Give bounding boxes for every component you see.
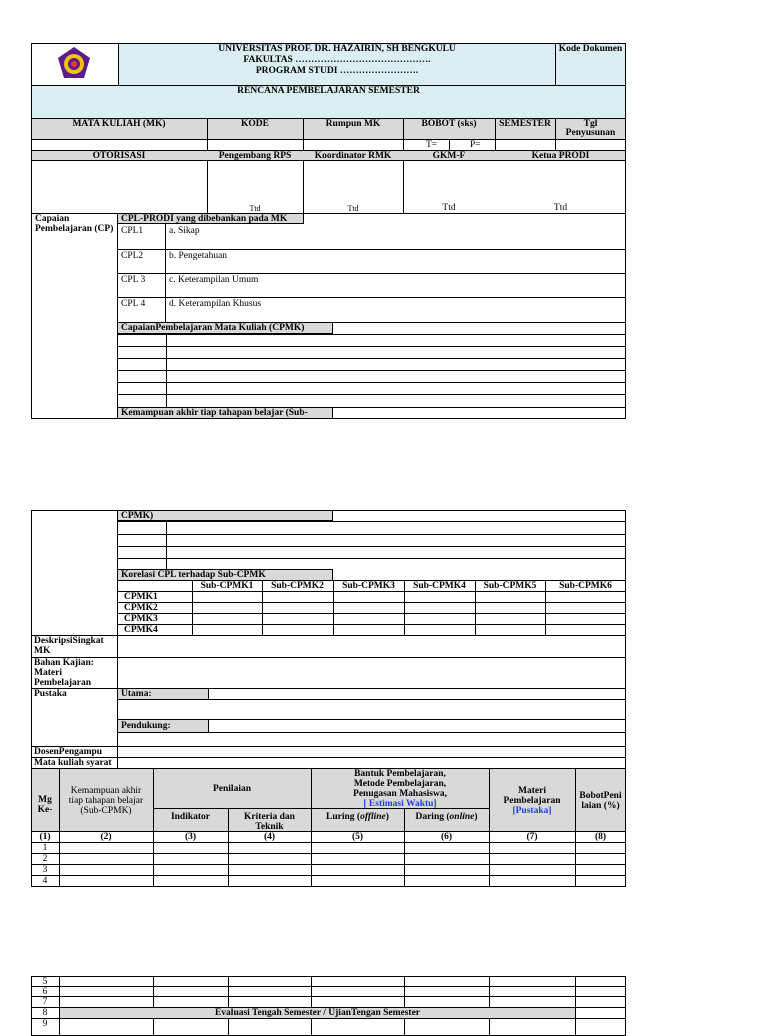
cpl-desc-3: c. Keterampilan Umum bbox=[169, 275, 259, 285]
sub-cpmk-label-b: CPMK) bbox=[121, 511, 154, 521]
course-info-block bbox=[31, 635, 626, 769]
cpl-prodi-label: CPL-PRODI yang dibebankan pada MK bbox=[121, 214, 288, 224]
cpl-code-2: CPL2 bbox=[121, 251, 144, 261]
cpl-code-4: CPL 4 bbox=[121, 299, 146, 309]
sub-cpmk-col-2: Sub-CPMK2 bbox=[271, 581, 324, 591]
university-logo-icon bbox=[55, 45, 93, 83]
indikator-label: Indikator bbox=[170, 812, 211, 822]
kriteria-label-1: Kriteria dan bbox=[244, 812, 295, 822]
deskripsi-label-1: DeskripsiSingkat bbox=[34, 636, 104, 646]
kriteria-label-2: Teknik bbox=[255, 822, 284, 832]
deskripsi-label-2: MK bbox=[34, 646, 51, 656]
bantuk-label-3: Penugasan Mahasiswa, bbox=[353, 789, 447, 799]
col-num-8: (8) bbox=[594, 832, 607, 842]
kemampuan-label-2: tiap tahapan belajar bbox=[68, 796, 144, 806]
cp-label-2: Pembelajaran (CP) bbox=[35, 224, 114, 234]
materi-label-2: Pembelajaran bbox=[503, 796, 561, 806]
kemampuan-label-1: Kemampuan akhir bbox=[70, 786, 142, 796]
mg-label-1: Mg bbox=[38, 795, 52, 805]
week-3: 3 bbox=[42, 865, 48, 875]
week-7: 7 bbox=[42, 997, 48, 1007]
kemampuan-label-3: (Sub-CPMK) bbox=[80, 806, 132, 816]
cpmk-row-1: CPMK1 bbox=[124, 592, 158, 602]
col-mata-kuliah: MATA KULIAH (MK) bbox=[72, 119, 166, 129]
col-num-7: (7) bbox=[526, 832, 538, 842]
sub-cpmk-label-a: Kemampuan akhir tiap tahapan belajar (Sub- bbox=[121, 408, 308, 418]
bantuk-label-1: Bantuk Pembelajaran, bbox=[354, 769, 446, 779]
bahan-label-3: Pembelajaran bbox=[34, 678, 91, 688]
col-num-1: (1) bbox=[39, 832, 51, 842]
gkm-label: GKM-F bbox=[432, 151, 466, 161]
doc-code-label: Kode Dokumen bbox=[558, 44, 623, 54]
col-num-2: (2) bbox=[100, 832, 112, 842]
cpl-code-1: CPL1 bbox=[121, 226, 144, 236]
estimasi-label: [ Estimasi Waktu] bbox=[363, 799, 437, 809]
korelasi-label: Korelasi CPL terhadap Sub-CPMK bbox=[121, 570, 266, 580]
cpmk-row-3: CPMK3 bbox=[124, 614, 158, 624]
ttd-koordinator: Ttd bbox=[347, 204, 359, 213]
cpmk-row-4: CPMK4 bbox=[124, 625, 158, 635]
ttd-ketua: Ttd bbox=[553, 203, 568, 213]
page-title: RENCANA PEMBELAJARAN SEMESTER bbox=[237, 86, 420, 96]
penilaian-label: Penilaian bbox=[212, 784, 251, 794]
col-num-4: (4) bbox=[263, 832, 276, 842]
utama-label: Utama: bbox=[121, 689, 152, 699]
week-5: 5 bbox=[42, 977, 48, 987]
cpmk-row-2: CPMK2 bbox=[124, 603, 158, 613]
cp-section bbox=[31, 213, 626, 419]
week-6: 6 bbox=[42, 987, 48, 997]
week-1: 1 bbox=[42, 843, 48, 853]
materi-label-1: Materi bbox=[518, 786, 546, 796]
program-line: PROGRAM STUDI ……………………. bbox=[255, 66, 419, 76]
mg-label-2: Ke- bbox=[37, 805, 53, 815]
pendukung-label: Pendukung: bbox=[121, 721, 171, 731]
col-kode: KODE bbox=[241, 119, 269, 129]
pengembang-label: Pengembang RPS bbox=[218, 151, 292, 161]
col-semester: SEMESTER bbox=[499, 119, 551, 129]
col-bobot: BOBOT (sks) bbox=[421, 119, 477, 129]
bantuk-label-2: Metode Pembelajaran, bbox=[353, 779, 447, 789]
week-4: 4 bbox=[42, 876, 48, 886]
sub-cpmk-col-3: Sub-CPMK3 bbox=[342, 581, 395, 591]
cpmk-label: CapaianPembelajaran Mata Kuliah (CPMK) bbox=[121, 323, 305, 333]
ttd-pengembang: Ttd bbox=[249, 204, 261, 213]
col-num-6: (6) bbox=[440, 832, 453, 842]
evaluasi-label: Evaluasi Tengah Semester / UjianTengan Semester bbox=[214, 1008, 421, 1018]
bobot-t: T= bbox=[426, 140, 438, 150]
cpl-desc-1: a. Sikap bbox=[169, 226, 200, 236]
col-penyusunan: Penyusunan bbox=[565, 128, 616, 138]
faculty-line: FAKULTAS ……………………………………. bbox=[243, 55, 431, 65]
week-2: 2 bbox=[42, 854, 48, 864]
bahan-label-2: Materi bbox=[34, 668, 62, 678]
week-8: 8 bbox=[42, 1008, 48, 1018]
bobot-col-label-1: BobotPeni bbox=[579, 791, 622, 801]
sub-cpmk-col-1: Sub-CPMK1 bbox=[200, 581, 254, 591]
cpl-desc-2: b. Pengetahuan bbox=[169, 251, 228, 261]
sub-cpmk-col-5: Sub-CPMK5 bbox=[483, 581, 537, 591]
col-rumpun: Rumpun MK bbox=[325, 119, 381, 129]
ttd-gkm: Ttd bbox=[442, 203, 456, 213]
pustaka-label: Pustaka bbox=[34, 689, 67, 699]
col-num-3: (3) bbox=[184, 832, 197, 842]
otorisasi-label: OTORISASI bbox=[92, 151, 146, 161]
ketua-label: Ketua PRODI bbox=[531, 151, 590, 161]
daring-label: Daring (online) bbox=[415, 812, 478, 822]
koordinator-label: Koordinator RMK bbox=[314, 151, 392, 161]
week-9: 9 bbox=[42, 1019, 48, 1029]
bahan-label-1: Bahan Kajian: bbox=[34, 658, 94, 668]
sub-cpmk-col-4: Sub-CPMK4 bbox=[413, 581, 466, 591]
bobot-col-label-2: laian (%) bbox=[581, 801, 620, 811]
dosen-label: DosenPengampu bbox=[34, 747, 103, 757]
syarat-label: Mata kuliah syarat bbox=[34, 758, 112, 768]
bobot-p: P= bbox=[470, 140, 481, 150]
col-tgl: Tgl bbox=[583, 119, 598, 129]
university-name: UNIVERSITAS PROF. DR. HAZAIRIN, SH BENGKULU bbox=[218, 44, 456, 54]
cp-label-1: Capaian bbox=[35, 214, 70, 224]
cpl-desc-4: d. Keterampilan Khusus bbox=[169, 299, 262, 309]
plan-body-continued bbox=[31, 976, 626, 1036]
cpl-code-3: CPL 3 bbox=[121, 275, 146, 285]
pustaka-col-label: [Pustaka] bbox=[512, 806, 552, 816]
sub-cpmk-col-6: Sub-CPMK6 bbox=[559, 581, 612, 591]
col-num-5: (5) bbox=[351, 832, 364, 842]
luring-label: Luring (offline) bbox=[326, 812, 389, 822]
